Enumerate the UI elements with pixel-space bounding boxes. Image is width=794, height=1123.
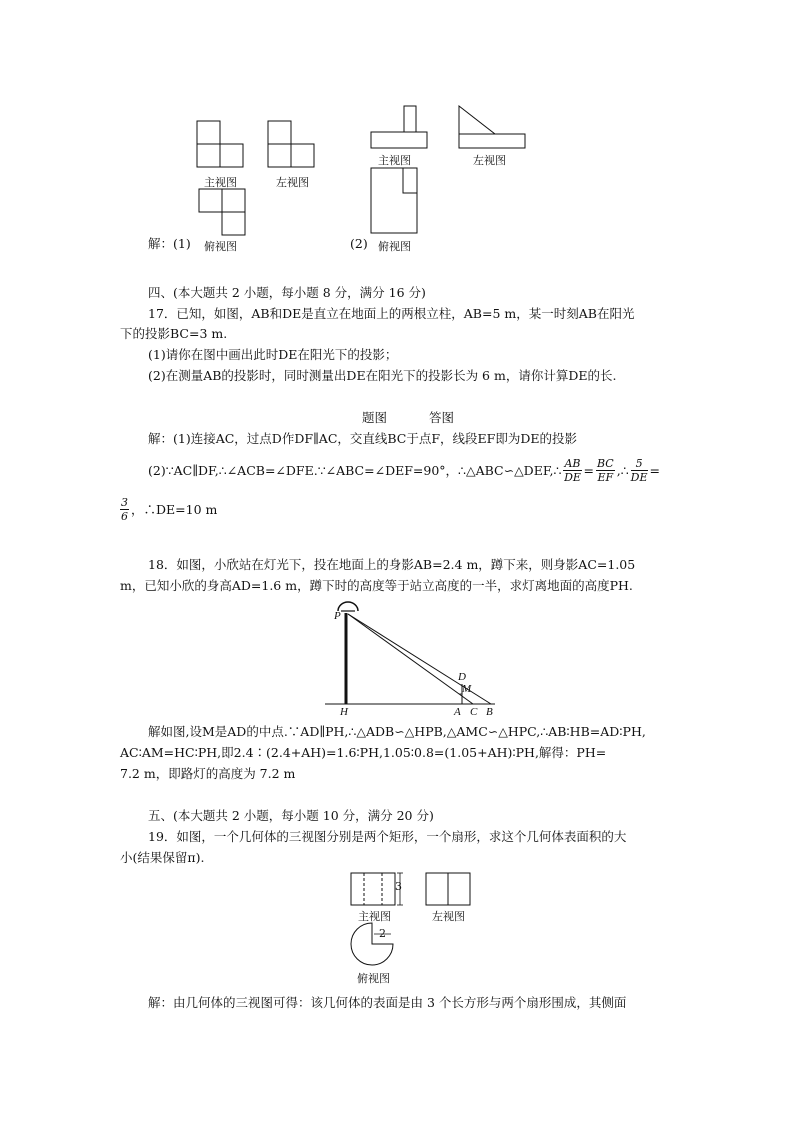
fraction-3-6 bbox=[120, 496, 129, 523]
fraction-5-de bbox=[631, 457, 648, 484]
front-view-caption-2: 主视图 bbox=[378, 154, 411, 167]
fraction-denominator: 6 bbox=[121, 510, 128, 523]
q18-solution-3: 7.2 m，即路灯的高度为 7.2 m bbox=[120, 766, 296, 781]
point-h-label: H bbox=[340, 706, 348, 718]
therefore-text: ,∴ bbox=[616, 462, 629, 478]
point-c-label: C bbox=[470, 706, 478, 718]
left-view-2 bbox=[457, 104, 529, 152]
top-view-2 bbox=[370, 167, 422, 237]
fraction-denominator: DE bbox=[630, 471, 648, 484]
q19-line-2: 小(结果保留π). bbox=[120, 850, 205, 865]
fraction-numerator: BC bbox=[597, 457, 614, 470]
q19-top-view-caption: 俯视图 bbox=[357, 972, 390, 985]
q17-solution-2 bbox=[148, 457, 660, 484]
answer-label-2: (2) bbox=[350, 236, 368, 251]
top-view-caption-1: 俯视图 bbox=[204, 240, 237, 253]
lamp-shadow-diagram bbox=[325, 598, 505, 720]
q18-line-1: 18．如图，小欣站在灯光下，投在地面上的身影AB=2.4 m，蹲下来，则身影AC=1.05 bbox=[148, 557, 636, 572]
answer-label-1: 解：(1) bbox=[148, 236, 191, 251]
point-b-label: B bbox=[486, 706, 493, 718]
fraction-denominator: EF bbox=[597, 471, 614, 484]
point-p-label: P bbox=[334, 610, 341, 622]
front-view-caption-1: 主视图 bbox=[204, 176, 237, 189]
q17-solution-1: 解：(1)连接AC，过点D作DF∥AC，交直线BC于点F，线段EF即为DE的投影 bbox=[148, 431, 577, 446]
q18-solution-2: AC∶AM=HC∶PH,即2.4∶(2.4+AH)=1.6∶PH,1.05∶0.8=(1.05+AH)∶PH,解得：PH= bbox=[120, 745, 607, 760]
q17-line-3: (1)请你在图中画出此时DE在阳光下的投影； bbox=[148, 347, 398, 362]
section-5-heading: 五、(本大题共 2 小题，每小题 10 分，满分 20 分) bbox=[148, 808, 434, 823]
fraction-numerator: 5 bbox=[631, 457, 648, 471]
point-a-label: A bbox=[454, 706, 461, 718]
q19-left-view bbox=[425, 872, 473, 908]
q19-left-view-caption: 左视图 bbox=[432, 910, 465, 923]
top-view-1 bbox=[198, 188, 248, 238]
fraction-ab-de bbox=[563, 457, 581, 484]
fraction-denominator: DE bbox=[564, 471, 581, 484]
top-view-caption-2: 俯视图 bbox=[378, 240, 411, 253]
q17-solution-2-text: (2)∵AC∥DF,∴∠ACB=∠DFE.∵∠ABC=∠DEF=90°，∴△ABC∽△DEF,∴ bbox=[148, 462, 562, 478]
dimension-2-label: 2 bbox=[379, 927, 386, 940]
q17-line-2: 下的投影BC=3 m. bbox=[120, 326, 228, 341]
left-view-caption-1: 左视图 bbox=[276, 176, 309, 189]
fraction-numerator: 3 bbox=[121, 496, 128, 509]
q17-result-text: ，∴DE=10 m bbox=[131, 501, 218, 517]
fraction-numerator: AB bbox=[564, 457, 581, 470]
q19-top-view-sector bbox=[350, 922, 398, 970]
equals-sign: = bbox=[649, 462, 660, 478]
q17-answer-figure-caption: 答图 bbox=[429, 410, 455, 425]
front-view-1 bbox=[196, 120, 246, 170]
section-4-heading: 四、(本大题共 2 小题，每小题 8 分，满分 16 分) bbox=[148, 285, 426, 300]
q19-line-1: 19．如图，一个几何体的三视图分别是两个矩形，一个扇形，求这个几何体表面积的大 bbox=[148, 829, 627, 844]
q17-line-4: (2)在测量AB的投影时，同时测量出DE在阳光下的投影长为 6 m，请你计算DE的长. bbox=[148, 368, 617, 383]
point-m-label: M bbox=[462, 683, 472, 695]
left-view-caption-2: 左视图 bbox=[473, 154, 506, 167]
equals-sign: = bbox=[583, 462, 594, 478]
point-d-label: D bbox=[458, 671, 466, 683]
q18-solution-1: 解如图,设M是AD的中点.∵AD∥PH,∴△ADB∽△HPB,△AMC∽△HPC,∴AB∶HB=AD∶PH, bbox=[148, 724, 646, 739]
front-view-2 bbox=[370, 104, 430, 152]
q19-front-view-caption: 主视图 bbox=[358, 910, 391, 923]
q17-figure-caption: 题图 bbox=[362, 410, 388, 425]
q17-line-1: 17．已知，如图，AB和DE是直立在地面上的两根立柱，AB=5 m，某一时刻AB在阳光 bbox=[148, 306, 635, 321]
q18-line-2: m，已知小欣的身高AD=1.6 m，蹲下时的高度等于站立高度的一半，求灯离地面的高度PH. bbox=[120, 578, 633, 593]
dimension-3-label: 3 bbox=[395, 880, 402, 893]
q17-solution-3 bbox=[118, 496, 217, 523]
q19-solution-1: 解：由几何体的三视图可得：该几何体的表面是由 3 个长方形与两个扇形围成，其侧面 bbox=[148, 995, 627, 1010]
fraction-bc-ef bbox=[596, 457, 615, 484]
left-view-1 bbox=[267, 120, 317, 170]
